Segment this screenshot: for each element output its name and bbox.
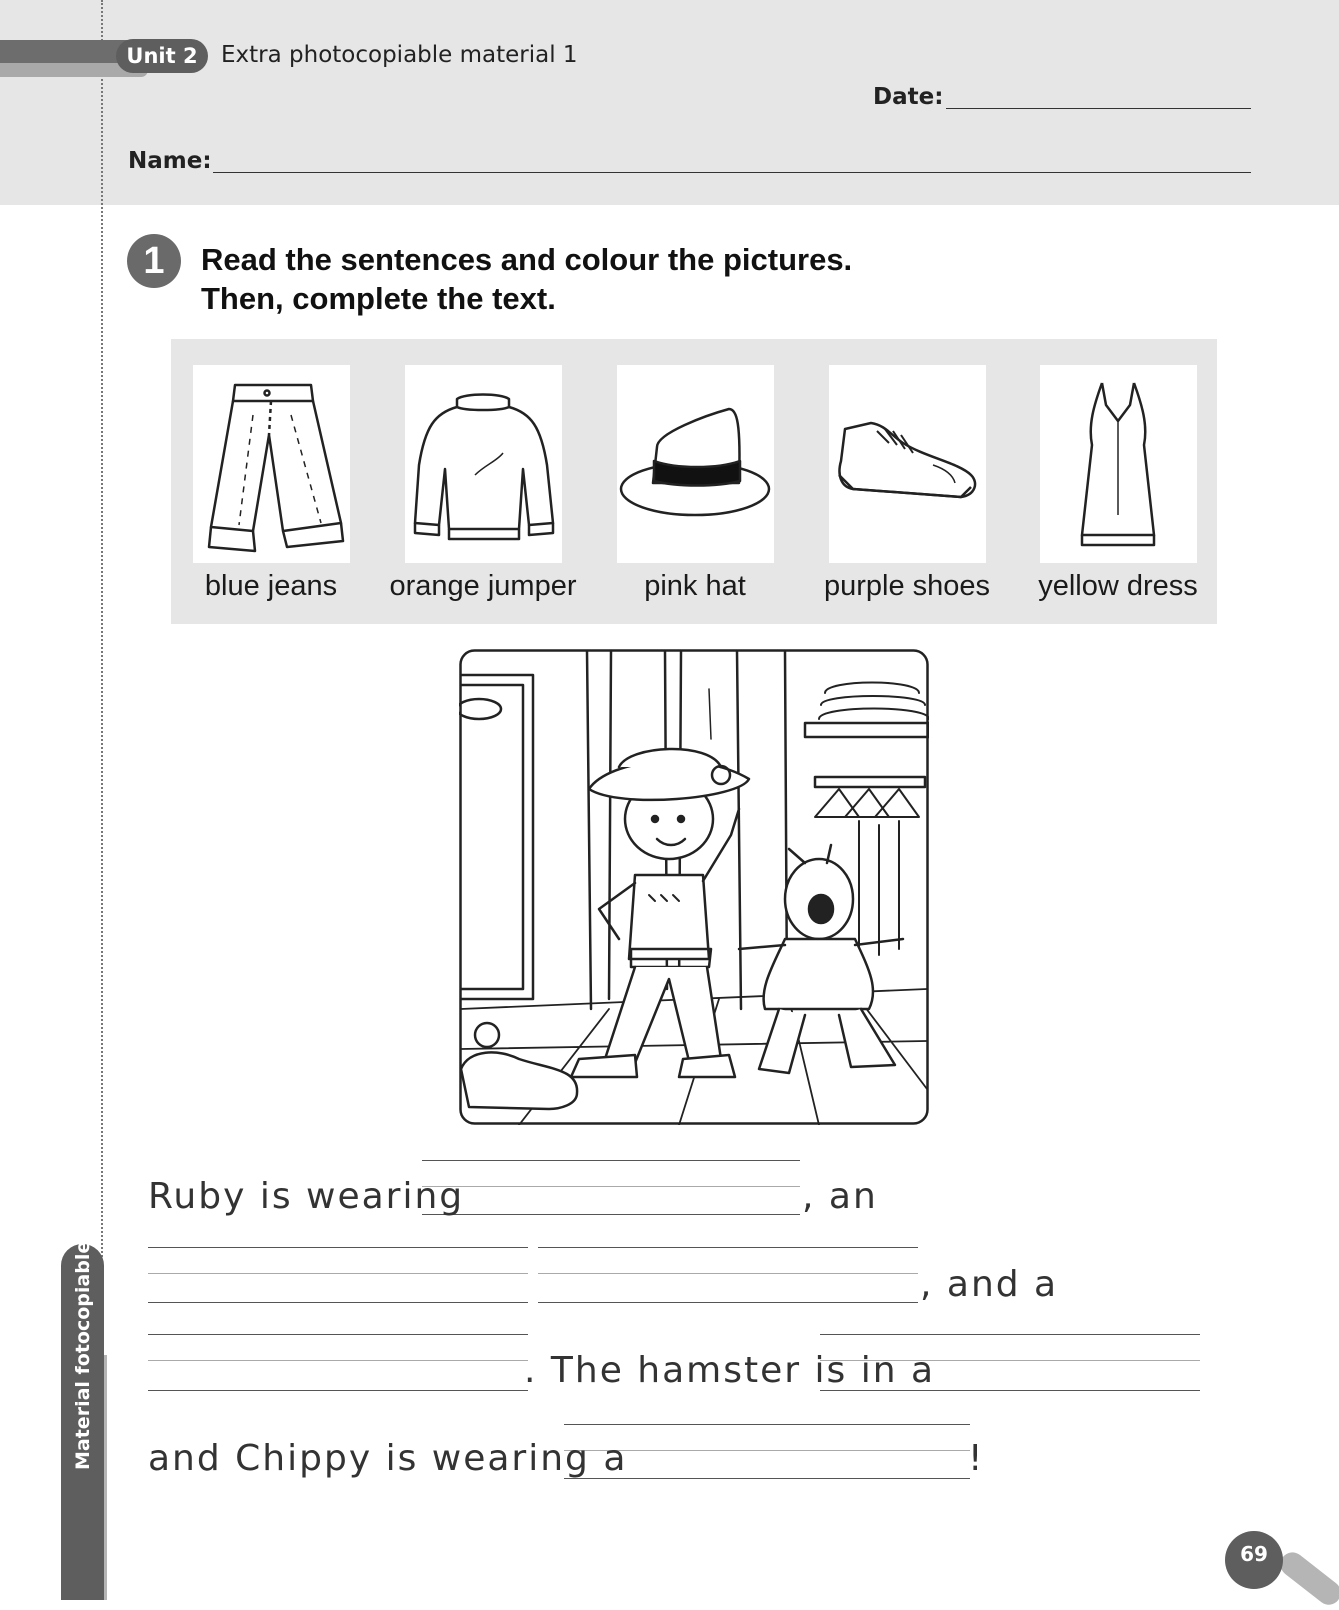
answer-line-4[interactable] — [148, 1390, 528, 1391]
vocab-card-dress[interactable] — [1040, 365, 1197, 563]
answer-line-5[interactable] — [820, 1390, 1200, 1391]
scene-illustration — [459, 649, 929, 1125]
vocab-card-jeans[interactable] — [193, 365, 350, 563]
vocab-label-jumper: orange jumper — [389, 570, 577, 602]
page-number-tail — [1276, 1548, 1339, 1610]
name-label: Name: — [128, 148, 212, 174]
writing-line-mid — [820, 1360, 1200, 1361]
writing-line-top — [148, 1247, 528, 1248]
page-title: Extra photocopiable material 1 — [221, 42, 578, 68]
exercise-number: 1 — [127, 234, 181, 288]
worksheet-text-6: ! — [968, 1438, 985, 1479]
date-label: Date: — [873, 84, 944, 110]
name-field[interactable] — [213, 172, 1251, 173]
writing-line-top — [820, 1334, 1200, 1335]
worksheet-text-2: , an — [802, 1176, 878, 1217]
dress-icon — [1040, 365, 1197, 563]
instruction-line-2: Then, complete the text. — [201, 281, 556, 316]
worksheet-text-1: Ruby is wearing — [148, 1176, 465, 1217]
side-tab-label: Material fotocopiable — [72, 1240, 94, 1470]
vocab-label-hat: pink hat — [644, 570, 746, 602]
answer-line-2[interactable] — [148, 1302, 528, 1303]
vocab-label-jeans: blue jeans — [204, 570, 338, 602]
writing-line-top — [148, 1334, 528, 1335]
page-number: 69 — [1240, 1542, 1268, 1566]
header-band — [0, 0, 1339, 205]
writing-line-mid — [422, 1186, 800, 1187]
vocab-card-jumper[interactable] — [405, 365, 562, 563]
instruction-line-1: Read the sentences and colour the pictures. — [201, 242, 853, 277]
vocab-card-hat[interactable] — [617, 365, 774, 563]
date-field[interactable] — [946, 108, 1251, 109]
writing-line-top — [538, 1247, 918, 1248]
clothes-shop-scene-icon — [459, 649, 929, 1125]
unit-badge: Unit 2 — [116, 39, 208, 73]
worksheet-text-3: , and a — [920, 1264, 1059, 1305]
worksheet-text-5: and Chippy is wearing a — [148, 1438, 628, 1479]
jumper-icon — [405, 365, 562, 563]
writing-line-top — [564, 1424, 970, 1425]
writing-line-mid — [538, 1273, 918, 1274]
vocab-label-shoe: purple shoes — [823, 570, 991, 602]
shoe-icon — [829, 365, 986, 563]
writing-line-top — [422, 1160, 800, 1161]
vocab-card-shoe[interactable] — [829, 365, 986, 563]
answer-line-3[interactable] — [538, 1302, 918, 1303]
worksheet-text-4: . The hamster is in a — [524, 1350, 936, 1391]
hat-icon — [617, 365, 774, 563]
writing-line-mid — [148, 1360, 528, 1361]
writing-line-mid — [148, 1273, 528, 1274]
vocab-label-dress: yellow dress — [1038, 570, 1198, 602]
answer-line-1[interactable] — [422, 1214, 800, 1215]
jeans-icon — [193, 365, 350, 563]
exercise-instruction — [201, 240, 852, 318]
